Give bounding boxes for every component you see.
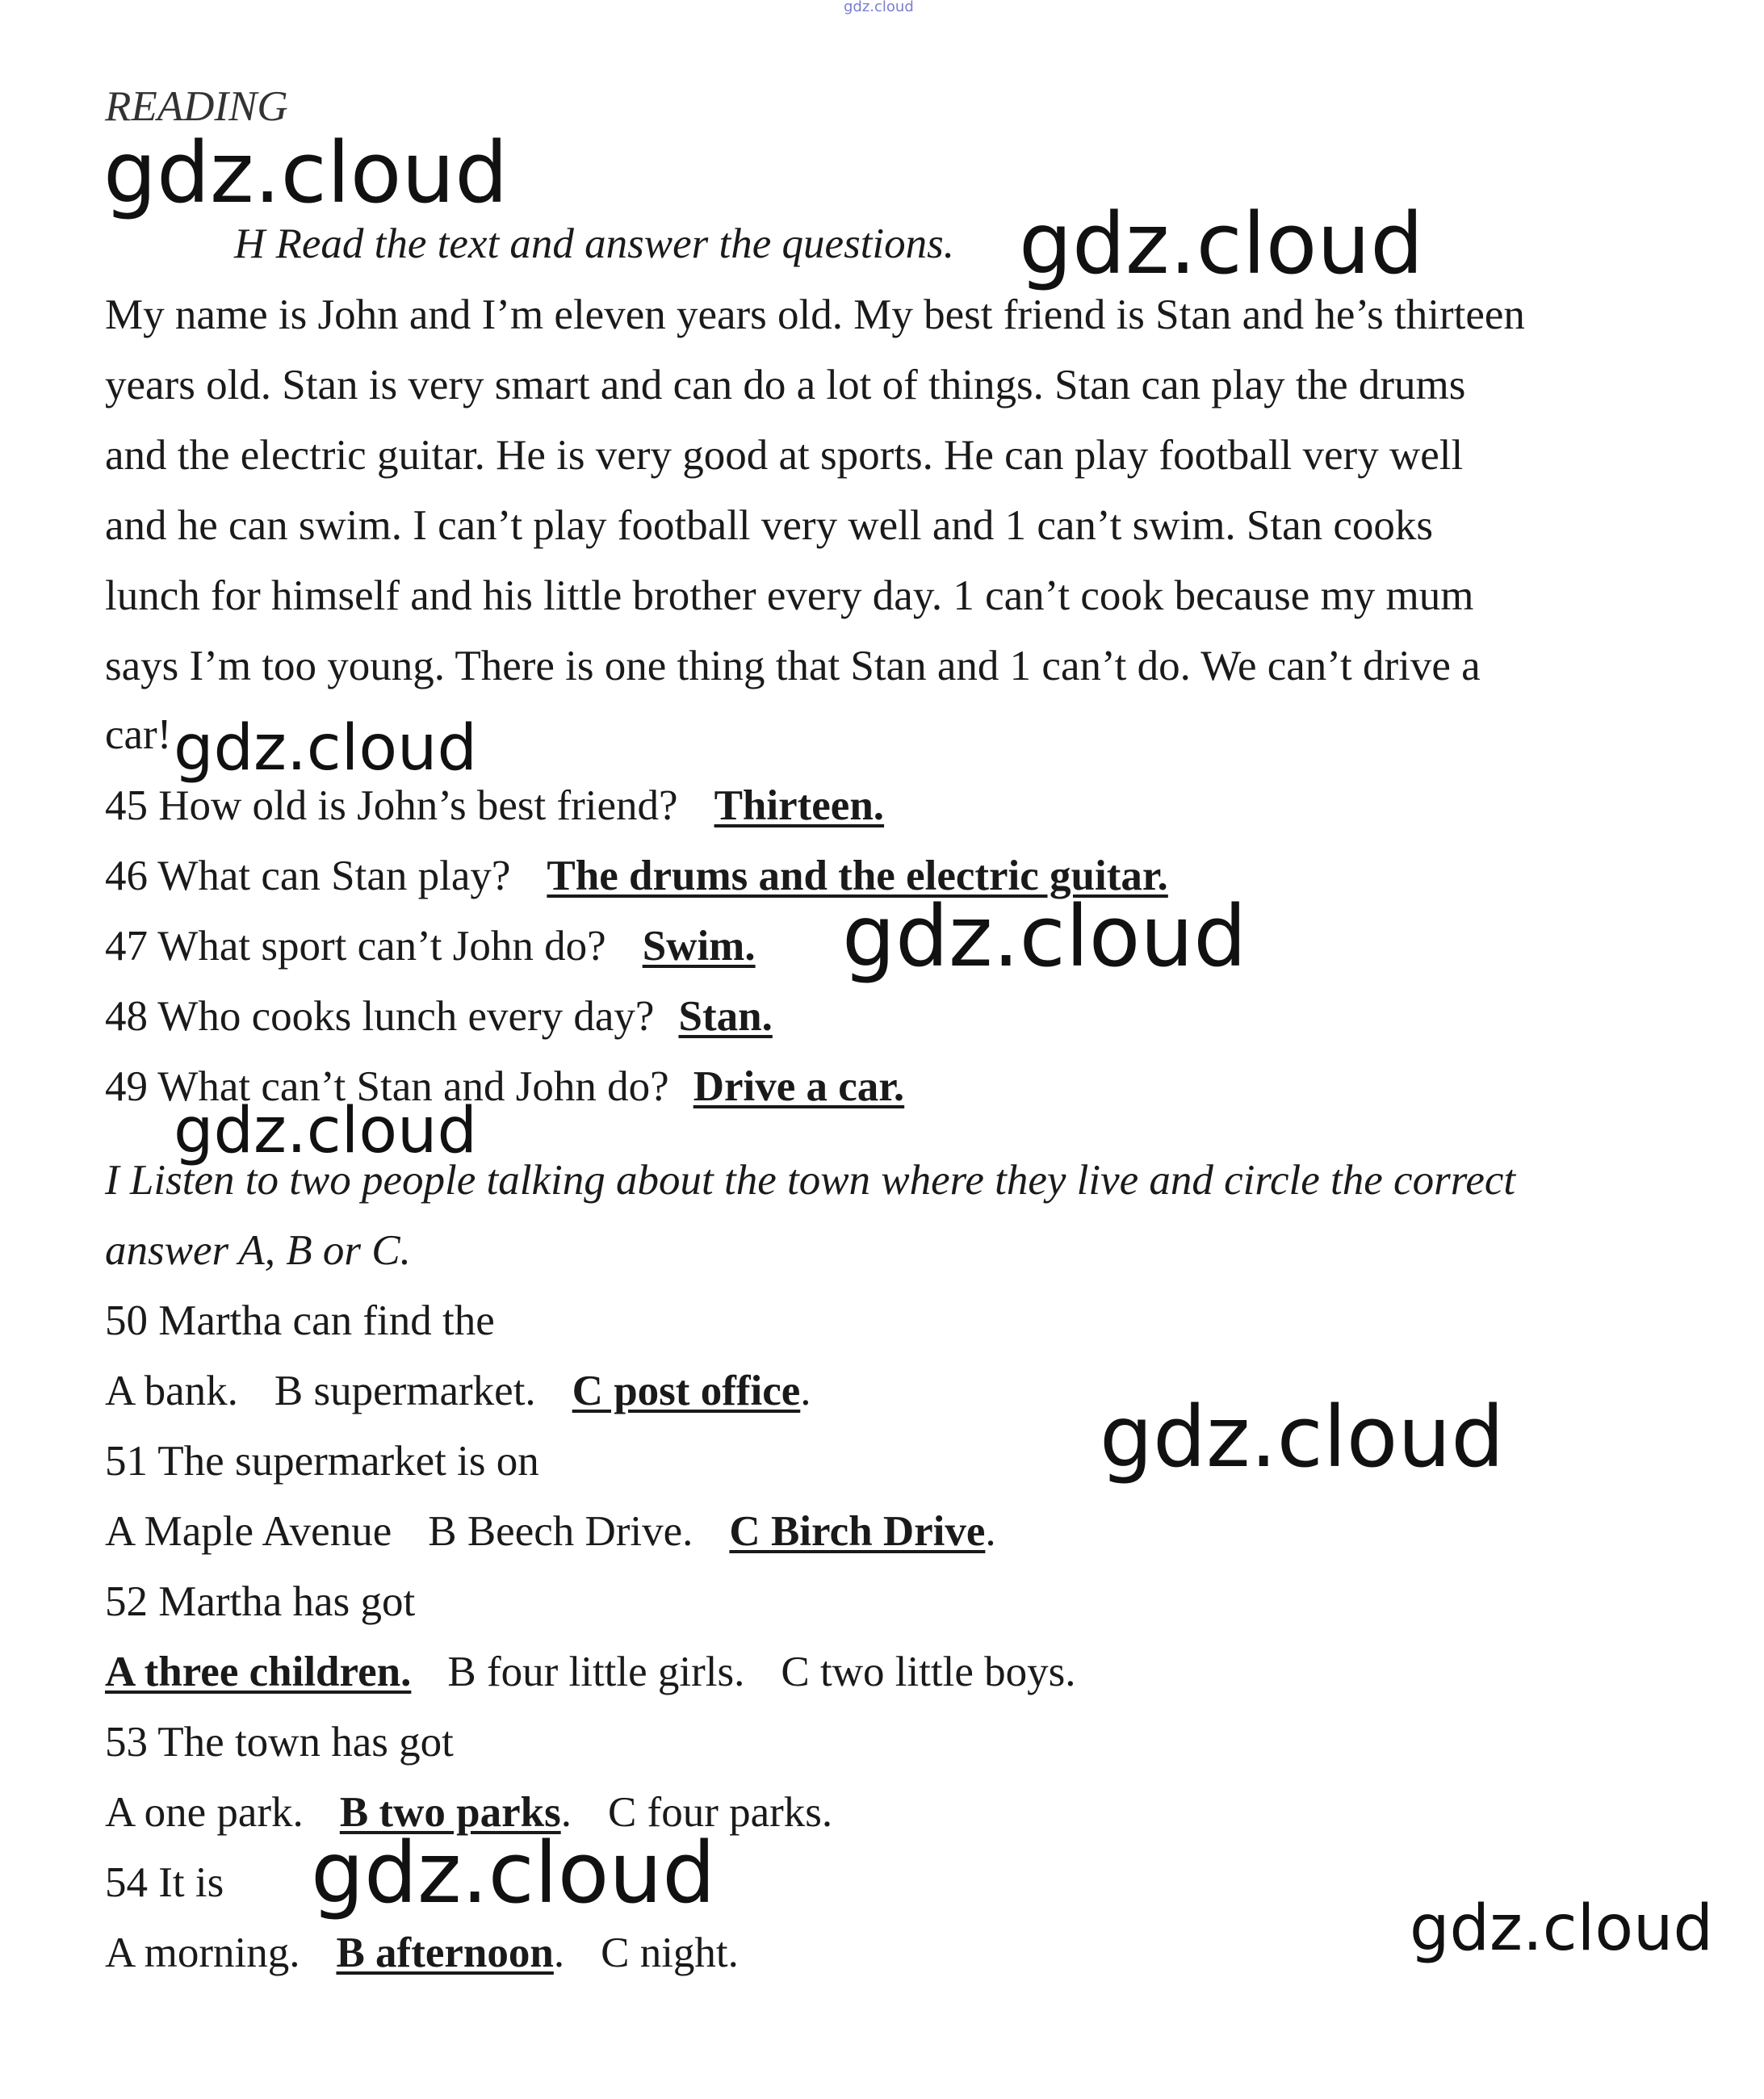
instruction-h: H Read the text and answer the questions. <box>234 220 955 267</box>
passage-line: and he can swim. I can’t play football very well and 1 can’t swim. Stan cooks <box>105 502 1434 549</box>
question-47 <box>105 922 756 970</box>
question-50-options <box>105 1367 811 1415</box>
option-c-answer: C post office <box>572 1368 801 1414</box>
watermark: gdz.cloud <box>1410 1892 1713 1965</box>
watermark: gdz.cloud <box>174 1095 477 1167</box>
answer-text: Swim. <box>642 923 756 970</box>
option-b-answer: B two parks <box>339 1789 561 1836</box>
watermark: gdz.cloud <box>1019 195 1424 293</box>
option-a: A bank. <box>105 1368 238 1414</box>
question-52-options <box>105 1648 1076 1696</box>
option-a: A morning. <box>105 1929 300 1976</box>
passage-line: years old. Stan is very smart and can do a lot of things. Stan can play the drums <box>105 362 1466 408</box>
option-a: A one park. <box>105 1789 304 1836</box>
option-a: A Maple Avenue <box>105 1508 392 1555</box>
option-b: B Beech Drive. <box>428 1508 693 1555</box>
watermark: gdz.cloud <box>174 712 477 785</box>
passage-line: says I’m too young. There is one thing that Stan and 1 can’t do. We can’t drive a <box>105 643 1481 689</box>
question-text: 47 What sport can’t John do? <box>105 923 606 970</box>
question-45 <box>105 781 884 830</box>
watermark: gdz.cloud <box>103 124 509 222</box>
answer-text: Thirteen. <box>714 782 885 829</box>
passage-line: and the electric guitar. He is very good at sports. He can play football very well <box>105 432 1464 479</box>
answer-text: Drive a car. <box>693 1063 905 1110</box>
passage-line: My name is John and I’m eleven years old. My best friend is Stan and he’s thirteen <box>105 291 1525 338</box>
answer-text: Stan. <box>678 993 773 1040</box>
option-c: C night. <box>601 1929 739 1976</box>
option-b-tail: . <box>553 1929 565 1976</box>
question-53-stem: 53 The town has got <box>105 1719 454 1766</box>
question-51-stem: 51 The supermarket is on <box>105 1438 539 1485</box>
option-c-answer: C Birch Drive <box>729 1508 986 1555</box>
option-c-tail: . <box>800 1368 811 1414</box>
option-b: B supermarket. <box>274 1368 536 1414</box>
instruction-i-line: answer A, B or C. <box>105 1227 411 1274</box>
header-watermark: gdz.cloud <box>844 0 914 15</box>
question-text: 48 Who cooks lunch every day? <box>105 993 655 1040</box>
option-a-answer: A three children. <box>105 1649 412 1695</box>
question-50-stem: 50 Martha can find the <box>105 1297 495 1344</box>
option-b-answer: B afternoon <box>336 1929 554 1976</box>
passage-line: car! <box>105 711 172 758</box>
option-c-tail: . <box>985 1508 996 1555</box>
question-text: 45 How old is John’s best friend? <box>105 782 678 829</box>
question-48 <box>105 992 773 1041</box>
option-b-tail: . <box>560 1789 572 1836</box>
option-b: B four little girls. <box>447 1649 745 1695</box>
question-text: 46 What can Stan play? <box>105 853 511 899</box>
section-title: READING <box>105 83 288 130</box>
question-54-stem: 54 It is <box>105 1859 224 1906</box>
answer-text: The drums and the electric guitar. <box>547 853 1168 899</box>
passage-line: lunch for himself and his little brother every day. 1 can’t cook because my mum <box>105 572 1474 619</box>
watermark: gdz.cloud <box>842 887 1247 986</box>
option-c: C four parks. <box>607 1789 833 1836</box>
watermark: gdz.cloud <box>1100 1388 1505 1486</box>
watermark: gdz.cloud <box>311 1824 716 1922</box>
question-54-options <box>105 1929 739 1977</box>
option-c: C two little boys. <box>781 1649 1076 1695</box>
question-51-options <box>105 1507 996 1556</box>
question-52-stem: 52 Martha has got <box>105 1578 416 1625</box>
instruction-i-line: I Listen to two people talking about the town where they live and circle the correct <box>105 1157 1516 1204</box>
question-text: 49 What can’t Stan and John do? <box>105 1063 669 1110</box>
